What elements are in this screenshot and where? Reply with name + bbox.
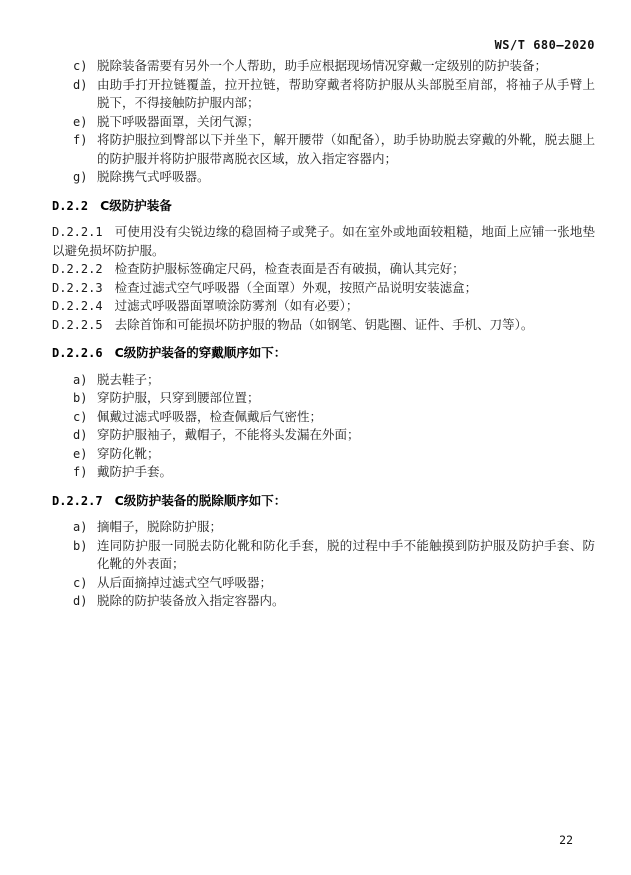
list-item bbox=[73, 537, 595, 574]
list-item-text: 穿防护服，只穿到腰部位置； bbox=[97, 390, 260, 405]
list-item bbox=[73, 131, 595, 168]
list-item-label: a) bbox=[73, 372, 88, 387]
list-item-text: 脱去鞋子； bbox=[97, 371, 160, 387]
list-item bbox=[73, 168, 595, 187]
list-item-text: 脱除的防护装备放入指定容器内。 bbox=[97, 593, 285, 608]
paragraph-text: 可使用没有尖锐边缘的稳固椅子或凳子。如在室外或地面较粗糙，地面上应铺一张地垫以避免损坏防护服。 bbox=[52, 224, 595, 258]
list-item-label: c) bbox=[73, 575, 88, 590]
list-item-text: 将防护服拉到臀部以下并坐下，解开腰带（如配备），助手协助脱去穿戴的外靴，脱去腿上的防护服并将防护服带离脱衣区域，放入指定容器内； bbox=[97, 132, 595, 166]
list-item bbox=[73, 76, 595, 113]
list-item-text: 由助手打开拉链覆盖，拉开拉链，帮助穿戴者将防护服从头部脱至肩部，将袖子从手臂上脱下，不得接触防护服内部； bbox=[97, 76, 595, 110]
list-item-label: a) bbox=[73, 520, 88, 534]
paragraph-number: D.2.2.2 bbox=[52, 262, 103, 276]
paragraph-number: D.2.2.1 bbox=[52, 225, 103, 239]
section-heading-d227 bbox=[52, 492, 595, 511]
list-item bbox=[73, 408, 595, 427]
list-item bbox=[73, 57, 595, 76]
list-item bbox=[73, 389, 595, 408]
page-footer bbox=[559, 831, 573, 850]
list-item-text: 脱除装备需要有另外一个人帮助，助手应根据现场情况穿戴一定级别的防护装备； bbox=[97, 58, 548, 73]
list-item-label: d) bbox=[73, 77, 88, 92]
list-item-label: b) bbox=[73, 391, 88, 405]
list-item-label: f) bbox=[73, 133, 88, 147]
page-header bbox=[495, 36, 595, 55]
list-item-text: 穿防护服袖子，戴帽子，不能将头发漏在外面； bbox=[97, 427, 360, 442]
list-item bbox=[73, 463, 595, 482]
section-heading-d22 bbox=[52, 197, 595, 216]
paragraph-number: D.2.2.4 bbox=[52, 299, 103, 313]
section-number: D.2.2.6 bbox=[52, 346, 103, 360]
standard-number: WS/T 680—2020 bbox=[494, 38, 595, 52]
list-item-label: c) bbox=[73, 59, 88, 73]
paragraph-number: D.2.2.5 bbox=[52, 317, 103, 332]
paragraph-d2222 bbox=[52, 260, 595, 279]
list-item-label: c) bbox=[73, 409, 88, 424]
list-item-text: 从后面摘掉过滤式空气呼吸器； bbox=[97, 574, 273, 590]
page-content bbox=[52, 57, 595, 611]
paragraph-d2223 bbox=[52, 279, 595, 298]
list-donning-order bbox=[73, 371, 595, 482]
paragraph-d2225 bbox=[52, 316, 595, 335]
list-item-text: 摘帽子，脱除防护服； bbox=[97, 519, 223, 534]
list-item-label: d) bbox=[73, 594, 88, 608]
paragraph-d2224 bbox=[52, 297, 595, 316]
list-item bbox=[73, 113, 595, 132]
paragraph-number: D.2.2.3 bbox=[52, 280, 103, 295]
paragraph-d2221 bbox=[52, 223, 595, 260]
section-heading-d226 bbox=[52, 344, 595, 363]
list-item-text: 戴防护手套。 bbox=[97, 464, 173, 479]
list-item-text: 脱下呼吸器面罩，关闭气源； bbox=[97, 113, 260, 129]
paragraph-text: 检查防护服标签确定尺码，检查表面是否有破损，确认其完好； bbox=[114, 261, 465, 276]
list-item-label: d) bbox=[73, 428, 88, 442]
page-number: 22 bbox=[559, 832, 573, 847]
list-item-text: 佩戴过滤式呼吸器，检查佩戴后气密性； bbox=[97, 408, 323, 424]
section-title: C级防护装备的穿戴顺序如下： bbox=[114, 345, 287, 360]
list-d221-continued bbox=[73, 57, 595, 187]
paragraph-text: 去除首饰和可能损坏防护服的物品（如钢笔、钥匙圈、证件、手机、刀等）。 bbox=[114, 316, 534, 332]
list-item-label: e) bbox=[73, 114, 88, 129]
list-item-text: 连同防护服一同脱去防化靴和防化手套，脱的过程中手不能触摸到防护服及防护手套、防化靴的外表面； bbox=[97, 537, 595, 571]
list-item-text: 穿防化靴； bbox=[97, 445, 160, 461]
list-item bbox=[73, 574, 595, 593]
list-item-text: 脱除携气式呼吸器。 bbox=[97, 169, 210, 184]
list-item-label: g) bbox=[73, 170, 88, 184]
list-doffing-order bbox=[73, 518, 595, 611]
section-title: C级防护装备 bbox=[100, 197, 172, 213]
list-item bbox=[73, 592, 595, 611]
section-title: C级防护装备的脱除顺序如下： bbox=[114, 492, 287, 508]
list-item-label: e) bbox=[73, 446, 88, 461]
section-number: D.2.2 bbox=[52, 198, 89, 213]
list-item-label: f) bbox=[73, 465, 88, 479]
list-item-label: b) bbox=[73, 538, 88, 553]
list-item bbox=[73, 426, 595, 445]
paragraph-text: 过滤式呼吸器面罩喷涂防雾剂（如有必要）； bbox=[114, 298, 359, 313]
section-number: D.2.2.7 bbox=[52, 493, 103, 508]
list-item bbox=[73, 518, 595, 537]
list-item bbox=[73, 371, 595, 390]
list-item bbox=[73, 445, 595, 464]
paragraph-text: 检查过滤式空气呼吸器（全面罩）外观，按照产品说明安装滤盒； bbox=[114, 279, 478, 295]
